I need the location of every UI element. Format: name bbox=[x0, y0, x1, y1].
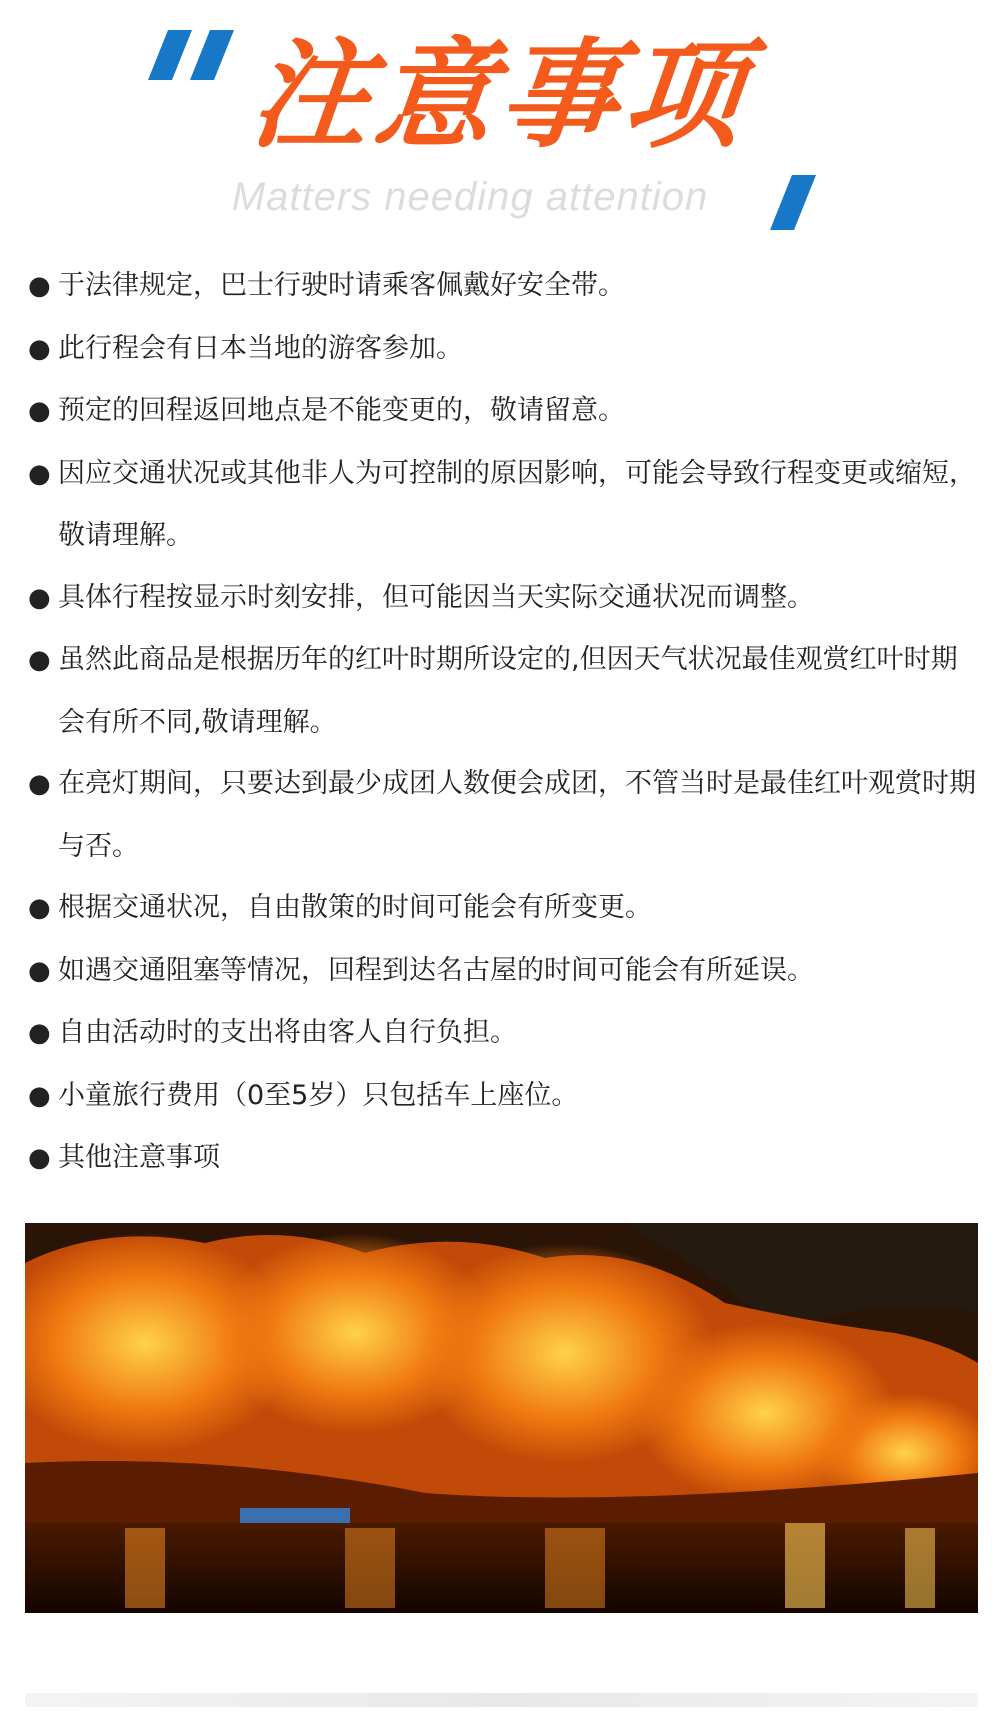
autumn-night-scene-icon bbox=[25, 1223, 978, 1613]
note-item: ● 因应交通状况或其他非人为可控制的原因影响，可能会导致行程变更或缩短，敬请理解。 bbox=[28, 443, 978, 567]
page-subtitle: Matters needing attention bbox=[231, 175, 709, 219]
note-item: ● 如遇交通阻塞等情况，回程到达名古屋的时间可能会有所延误。 bbox=[28, 940, 978, 1003]
note-item: ● 小童旅行费用（0至5岁）只包括车上座位。 bbox=[28, 1065, 978, 1128]
note-item: ● 在亮灯期间，只要达到最少成团人数便会成团，不管当时是最佳红叶观赏时期与否。 bbox=[28, 753, 978, 877]
bottom-divider bbox=[25, 1693, 978, 1707]
header bbox=[0, 0, 1000, 230]
note-item: ● 于法律规定，巴士行驶时请乘客佩戴好安全带。 bbox=[28, 255, 978, 318]
note-item: ● 具体行程按显示时刻安排，但可能因当天实际交通状况而调整。 bbox=[28, 567, 978, 630]
bullet-icon: ● bbox=[28, 1080, 51, 1111]
note-item: ● 其他注意事项 bbox=[28, 1127, 978, 1190]
bullet-icon: ● bbox=[28, 645, 51, 675]
note-item: ● 预定的回程返回地点是不能变更的，敬请留意。 bbox=[28, 380, 978, 443]
bullet-icon: ● bbox=[28, 582, 51, 613]
note-item: ● 自由活动时的支出将由客人自行负担。 bbox=[28, 1002, 978, 1065]
note-item: ● 虽然此商品是根据历年的红叶时期所设定的,但因天气状况最佳观赏红叶时期会有所不同,敬请理解。 bbox=[28, 629, 978, 753]
bullet-icon: ● bbox=[28, 333, 51, 364]
bullet-icon: ● bbox=[28, 893, 51, 923]
right-quote-mark-icon bbox=[770, 175, 830, 230]
note-item: ● 此行程会有日本当地的游客参加。 bbox=[28, 318, 978, 381]
bullet-icon: ● bbox=[28, 458, 51, 489]
bullet-icon: ● bbox=[28, 396, 51, 426]
illuminated-autumn-foliage-photo bbox=[25, 1223, 978, 1613]
bullet-icon: ● bbox=[28, 769, 51, 799]
page-title: 注意事项 bbox=[244, 26, 756, 164]
bullet-icon: ● bbox=[28, 1018, 51, 1048]
bullet-icon: ● bbox=[28, 955, 51, 986]
bullet-icon: ● bbox=[28, 271, 51, 301]
notes-list bbox=[28, 255, 978, 1190]
bullet-icon: ● bbox=[28, 1143, 51, 1173]
note-item: ● 根据交通状况，自由散策的时间可能会有所变更。 bbox=[28, 877, 978, 940]
